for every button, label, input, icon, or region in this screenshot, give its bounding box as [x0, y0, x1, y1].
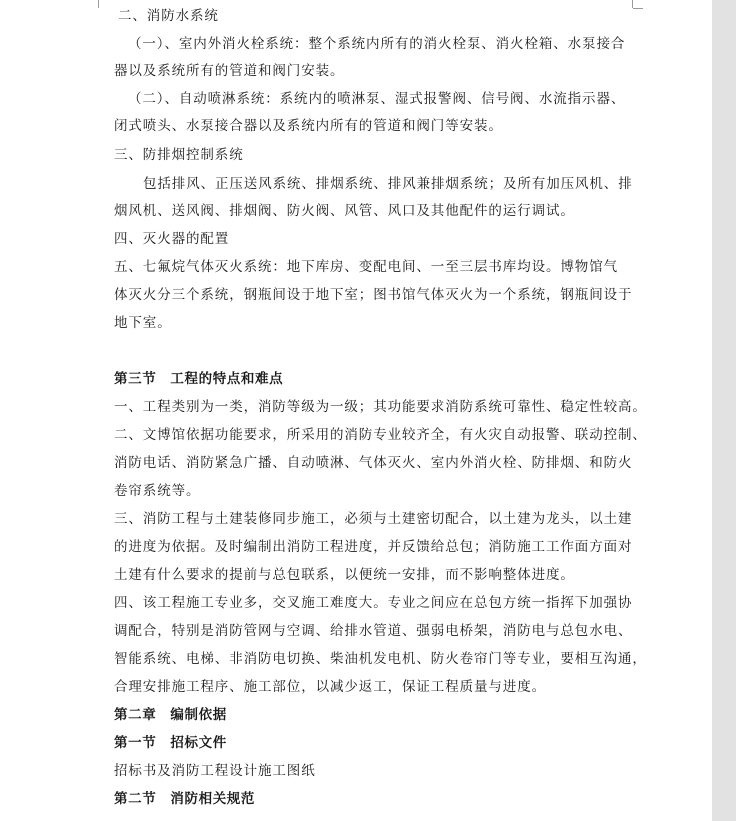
paragraph-line: 器以及系统所有的管道和阀门安装。	[114, 63, 345, 79]
paragraph-line: 智能系统、电梯、非消防电切换、柴油机发电机、防火卷帘门等专业，要相互沟通，	[114, 651, 647, 667]
paragraph-line: 三、消防工程与土建装修同步施工，必须与土建密切配合，以土建为龙头，以土建	[114, 511, 633, 527]
paragraph-line: 调配合，特别是消防管网与空调、给排水管道、强弱电桥架，消防电与总包水电、	[114, 623, 633, 639]
paragraph-line: （一）、室内外消火栓系统：整个系统内所有的消火栓泵、消火栓箱、水泵接合	[128, 36, 626, 52]
crop-mark-left	[98, 0, 99, 8]
paragraph-line: 闭式喷头、水泵接合器以及系统内所有的管道和阀门等安装。	[114, 118, 503, 134]
paragraph-line: 招标书及消防工程设计施工图纸	[114, 763, 316, 779]
paragraph-line: 五、七氟烷气体灭火系统：地下库房、变配电间、一至三层书库均设。博物馆气	[114, 259, 618, 275]
chapter-heading-basis: 第二章 编制依据	[114, 707, 227, 723]
paragraph-line: 合理安排施工程序、施工部位，以减少返工，保证工程质量与进度。	[114, 679, 546, 695]
section-heading-extinguishers: 四、灭火器的配置	[114, 231, 230, 247]
paragraph-line: 一、工程类别为一类，消防等级为一级；其功能要求消防系统可靠性、稳定性较高。	[114, 399, 647, 415]
paragraph-line: 烟风机、送风阀、排烟阀、防火阀、风管、风口及其他配件的运行调试。	[114, 203, 575, 219]
paragraph-line: 消防电话、消防紧急广播、自动喷淋、气体灭火、室内外消火栓、防排烟、和防火	[114, 455, 633, 471]
paragraph-line: （二）、自动喷淋系统：系统内的喷淋泵、湿式报警阀、信号阀、水流指示器、	[128, 91, 626, 107]
paragraph-line: 地下室。	[114, 315, 172, 331]
paragraph-line: 土建有什么要求的提前与总包联系，以便统一安排，而不影响整体进度。	[114, 567, 575, 583]
section-heading-fire-water: 二、消防水系统	[118, 8, 219, 24]
paragraph-line: 的进度为依据。及时编制出消防工程进度，并反馈给总包；消防施工工作面方面对	[114, 539, 633, 555]
paragraph-line: 二、文博馆依据功能要求，所采用的消防专业较齐全，有火灾自动报警、联动控制、	[114, 427, 647, 443]
section-heading-features: 第三节 工程的特点和难点	[114, 371, 284, 387]
paragraph-line: 包括排风、正压送风系统、排烟系统、排风兼排烟系统；及所有加压风机、排	[143, 176, 633, 192]
viewer-background-strip	[712, 0, 736, 821]
paragraph-line: 四、该工程施工专业多，交叉施工难度大。专业之间应在总包方统一指挥下加强协	[114, 595, 633, 611]
paragraph-line: 卷帘系统等。	[114, 483, 201, 499]
section-heading-smoke-control: 三、防排烟控制系统	[114, 147, 244, 163]
section-heading-codes: 第二节 消防相关规范	[114, 791, 255, 807]
paragraph-line: 体灭火分三个系统，钢瓶间设于地下室；图书馆气体灭火为一个系统，钢瓶间设于	[114, 287, 633, 303]
section-heading-tender: 第一节 招标文件	[114, 735, 227, 751]
